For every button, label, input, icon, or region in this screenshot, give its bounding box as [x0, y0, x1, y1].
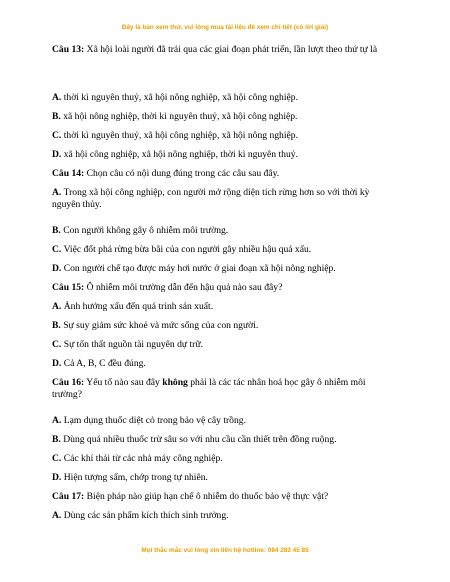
option-b [52, 434, 384, 446]
question-16 [52, 377, 384, 401]
question-text: Biện pháp nào giúp hạn chế ô nhiễm do thuốc bảo vệ thực vật? [86, 491, 329, 502]
question-15 [52, 282, 384, 294]
question-text: Ô nhiễm môi trường dẫn đến hậu quả nào sau đây? [86, 282, 283, 293]
hotline-notice: Mọi thắc mắc vui lòng xin liên hệ hotline: 084 283 45 85 [141, 547, 309, 554]
question-text-emphasis: không [162, 377, 188, 388]
option-letter: A. [52, 92, 62, 103]
question-text-after: phải là các tác nhân hoá học gây ô nhiễm môi trường? [52, 377, 366, 400]
option-text: Sự suy giảm sức khoẻ và mức sống của con người. [63, 320, 259, 331]
option-letter: A. [52, 301, 62, 312]
question-14 [52, 168, 384, 180]
option-letter: A. [52, 415, 62, 426]
option-b [52, 225, 384, 237]
option-text: Trong xã hội công nghiệp, con người mở rộng diện tích rừng hơn so với thời kỳ nguyên thủy. [52, 187, 370, 210]
option-text: Ảnh hưởng xấu đến quá trình sản xuất. [63, 301, 214, 312]
option-text: thời kì nguyên thuỷ, xã hội công nghiệp, xã hội nông nghiệp. [63, 130, 298, 141]
option-c [52, 130, 384, 142]
option-d [52, 358, 384, 370]
question-text: Chọn câu có nội dung đúng trong các câu sau đây. [86, 168, 280, 179]
option-text: thời kì nguyên thuỷ, xã hội nông nghiệp, xã hội công nghiệp. [63, 92, 298, 103]
option-d [52, 149, 384, 161]
option-text: Dùng các sản phẩm kích thích sinh trưởng. [63, 510, 229, 521]
question-label: Câu 13: [52, 44, 85, 55]
question-label: Câu 16: [52, 377, 85, 388]
option-letter: B. [52, 225, 61, 236]
option-text: Cả A, B, C đều đúng. [63, 358, 146, 369]
option-b [52, 111, 384, 123]
option-letter: D. [52, 263, 62, 274]
option-letter: B. [52, 111, 61, 122]
question-text-before: Yếu tố nào sau đây [86, 377, 163, 388]
option-letter: C. [52, 130, 62, 141]
option-a [52, 301, 384, 313]
option-text: xã hội nông nghiệp, thời kì nguyên thuỷ, xã hội công nghiệp. [63, 111, 298, 122]
option-text: Các khí thải từ các nhà máy công nghiệp. [63, 453, 223, 464]
question-label: Câu 17: [52, 491, 85, 502]
option-a [52, 510, 384, 522]
option-text: xã hội công nghiệp, xã hội nông nghiệp, thời kì nguyên thuỷ. [63, 149, 298, 160]
option-c [52, 453, 384, 465]
option-letter: D. [52, 358, 62, 369]
option-a [52, 92, 384, 104]
question-13 [52, 44, 384, 56]
option-a [52, 187, 384, 211]
preview-notice: Đây là bản xem thử, vui lòng mua tài liệu để xem chi tiết (có lời giải) [121, 24, 329, 31]
option-letter: A. [52, 510, 62, 521]
question-label: Câu 14: [52, 168, 85, 179]
option-d [52, 472, 384, 484]
option-letter: C. [52, 453, 62, 464]
option-letter: D. [52, 149, 62, 160]
option-letter: C. [52, 244, 62, 255]
option-text: Dùng quá nhiều thuốc trừ sâu so với nhu cầu cần thiết trên đồng ruộng. [63, 434, 337, 445]
option-text: Con người chế tạo được máy hơi nước ở giai đoạn xã hội nông nghiệp. [63, 263, 336, 274]
question-label: Câu 15: [52, 282, 85, 293]
option-text: Sự tổn thất nguồn tài nguyên dự trữ. [63, 339, 203, 350]
option-text: Con người không gây ô nhiễm môi trường. [63, 225, 229, 236]
question-17 [52, 491, 384, 503]
option-text: Hiện tượng sấm, chớp trong tự nhiên. [63, 472, 208, 483]
option-c [52, 244, 384, 256]
option-letter: B. [52, 320, 61, 331]
option-letter: A. [52, 187, 62, 198]
option-text: Việc đốt phá rừng bừa bãi của con người gây nhiều hậu quả xấu. [63, 244, 312, 255]
option-b [52, 320, 384, 332]
option-a [52, 415, 384, 427]
option-letter: C. [52, 339, 62, 350]
option-letter: D. [52, 472, 62, 483]
option-d [52, 263, 384, 275]
option-c [52, 339, 384, 351]
option-text: Lạm dụng thuốc diệt cỏ trong bảo vệ cây trồng. [63, 415, 246, 426]
question-text: Xã hội loài người đã trải qua các giai đoạn phát triển, lần lượt theo thứ tự là [86, 44, 378, 55]
option-letter: B. [52, 434, 61, 445]
